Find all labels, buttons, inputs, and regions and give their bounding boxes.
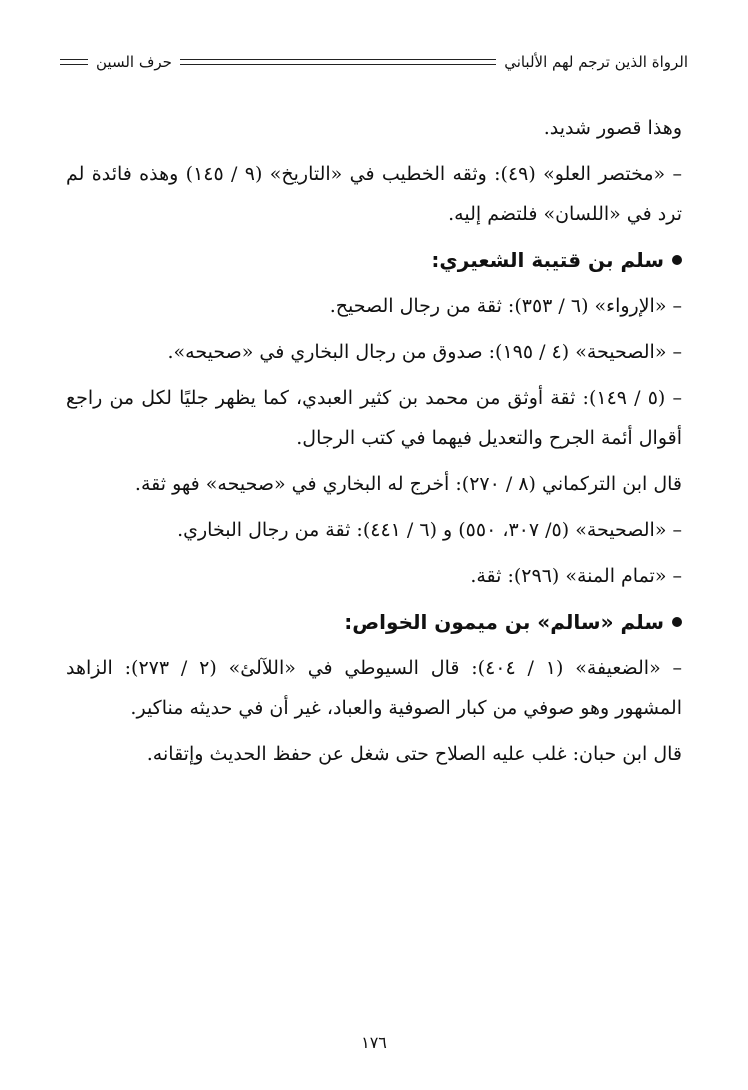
paragraph: وهذا قصور شديد. xyxy=(543,117,682,139)
paragraph: – «تمام المنة» (٢٩٦): ثقة. xyxy=(470,565,682,587)
header-title: الرواة الذين ترجم لهم الألباني xyxy=(504,53,688,71)
paragraph: – «الإرواء» (٦ / ٣٥٣): ثقة من رجال الصحيح. xyxy=(329,295,682,317)
page-number: ١٧٦ xyxy=(361,1033,387,1052)
running-header xyxy=(60,50,688,74)
narrator-heading xyxy=(66,602,682,642)
header-rule xyxy=(180,59,496,65)
heading-text: سلم «سالم» بن ميمون الخواص: xyxy=(344,610,664,634)
bullet-icon xyxy=(672,617,682,627)
paragraph: قال ابن حبان: غلب عليه الصلاح حتى شغل عن حفظ الحديث وإتقانه. xyxy=(146,743,682,765)
narrator-heading xyxy=(66,240,682,280)
paragraph: قال ابن التركماني (٨ / ٢٧٠): أخرج له البخاري في «صحيحه» فهو ثقة. xyxy=(134,473,682,495)
page-content xyxy=(66,108,682,780)
paragraph: – (٥ / ١٤٩): ثقة أوثق من محمد بن كثير العبدي، كما يظهر جليًا لكل من راجع أقوال أئمة الجرح والتعديل فيهما في كتب الرجال. xyxy=(66,387,682,449)
paragraph: – «مختصر العلو» (٤٩): وثقه الخطيب في «التاريخ» (٩ / ١٤٥) وهذه فائدة لم ترد في «اللسان» فلتضم إليه. xyxy=(66,163,682,225)
paragraph: – «الصحيحة» (٤ / ١٩٥): صدوق من رجال البخاري في «صحيحه». xyxy=(167,341,682,363)
paragraph: – «الصحيحة» (٥/ ٣٠٧، ٥٥٠) و (٦ / ٤٤١): ثقة من رجال البخاري. xyxy=(177,519,682,541)
paragraph: – «الضعيفة» (١ / ٤٠٤): قال السيوطي في «اللآلئ» (٢ / ٢٧٣): الزاهد المشهور وهو صوفي من كبار الصوفية والعباد، غير أن في حديثه مناكير. xyxy=(66,657,683,719)
header-end-rule xyxy=(60,59,88,65)
header-section-group xyxy=(60,53,172,71)
bullet-icon xyxy=(672,255,682,265)
heading-text: سلم بن قتيبة الشعيري: xyxy=(431,248,664,272)
header-section: حرف السين xyxy=(96,53,172,71)
